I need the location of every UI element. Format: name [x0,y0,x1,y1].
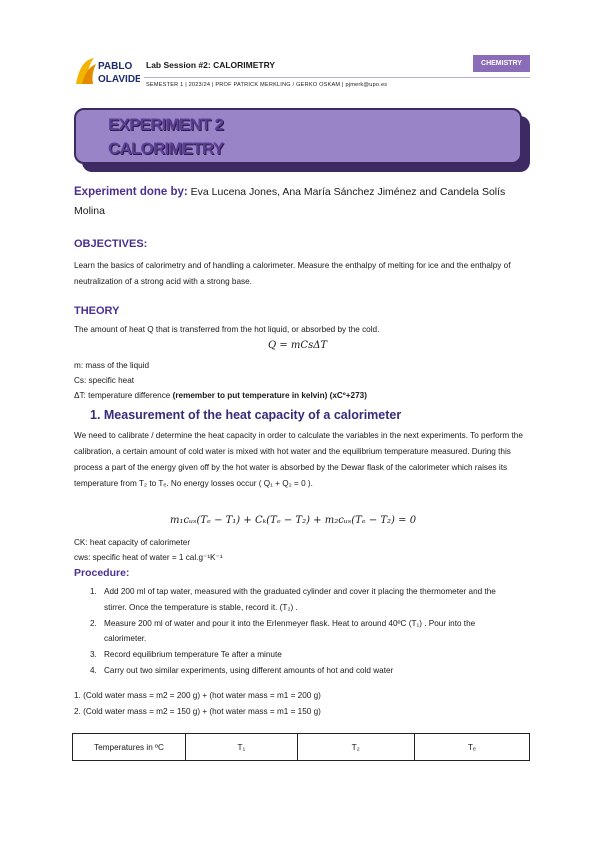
def-dt-text: ΔT: temperature difference [74,391,171,400]
experiment-1-masses: 1. (Cold water mass = m2 = 200 g) + (hot water mass = m1 = 200 g) [74,691,321,700]
table-header-cell: Temperatures in ºC [73,734,186,761]
header-subtitle: SEMESTER 1 | 2023/24 | PROF PATRICK MERKLING / GERKO OSKAM | pjmerk@upo.es [146,82,388,88]
section-1-heading: 1. Measurement of the heat capacity of a calorimeter [90,408,402,422]
def-mass: m: mass of the liquid [74,361,150,370]
calibration-equation: m₁cᵤₛ(Tₑ − T₁) + Cₖ(Tₑ − T₂) + m₂cᵤₛ(Tₑ − T₂) = 0 [170,515,417,526]
temperatures-table [72,733,530,761]
objectives-text: Learn the basics of calorimetry and of handling a calorimeter. Measure the enthalpy of melting for ice and the enthalpy of neutralization of a strong acid with a strong base. [74,261,511,286]
objectives-heading: OBJECTIVES: [74,238,148,250]
procedure-step [74,616,514,647]
step-number: 3. [90,650,97,659]
procedure-steps [74,584,514,679]
step-text: Add 200 ml of tap water, measured with the graduated cylinder and cover it placing the thermometer and the stirrer. Once the temperature is stable, record it. (T₂) . [104,587,496,612]
experiment-2-masses: 2. (Cold water mass = m2 = 150 g) + (hot water mass = m1 = 150 g) [74,707,321,716]
header-divider [144,77,530,78]
step-text: Record equilibrium temperature Te after a minute [104,650,282,659]
done-by-label: Experiment done by: [74,186,188,198]
theory-intro: The amount of heat Q that is transferred from the hot liquid, or absorbed by the cold. [74,325,380,334]
step-number: 4. [90,666,97,675]
def-calorimeter-capacity: CK: heat capacity of calorimeter [74,538,191,547]
step-text: Carry out two similar experiments, using different amounts of hot and cold water [104,666,394,675]
def-temperature-difference [74,388,530,404]
table-header-cell: T₁ [186,734,298,761]
def-dt-note: (remember to put temperature in kelvin) (xCº+273) [172,391,367,400]
table-header-cell: Tₑ [414,734,529,761]
def-specific-heat: Cs: specific heat [74,376,135,385]
procedure-heading: Procedure: [74,567,130,579]
table-header-cell: T₂ [297,734,414,761]
step-number: 2. [90,618,97,628]
banner-line-2: CALORIMETRY [108,139,224,158]
svg-text:PABLO: PABLO [98,61,133,72]
procedure-step [74,584,514,615]
procedure-step [74,663,514,679]
subject-badge: CHEMISTRY [473,55,530,72]
step-text: Measure 200 ml of water and pour it into the Erlenmeyer flask. Heat to around 40ºC (T₁) . Pour into the calorimeter. [104,618,476,643]
heat-equation: Q = mCsΔT [268,340,328,351]
done-by-names: Eva Lucena Jones, Ana María Sánchez Jiménez and Candela Solís Molina [74,186,506,217]
table-row [73,734,530,761]
header-title: Lab Session #2: CALORIMETRY [146,60,276,70]
section-1-paragraph: We need to calibrate / determine the heat capacity in order to calculate the variables in the next experiments. To perform the calibration, a certain amount of cold water is mixed with hot water and the equilibrium temperature measured. During this process a part of the energy given off by the hot water is absorbed by the Dewar flask of the calorimeter which raises its temperature from T₂ to Tₑ. No energy losses occur ( Q₁ + Q₂ = 0 ). [74,431,523,488]
done-by [74,183,534,221]
banner-line-1: EXPERIMENT 2 [108,115,224,134]
theory-heading: THEORY [74,305,120,317]
def-water-specific-heat: cws: specific heat of water = 1 cal.g⁻¹K⁻¹ [74,553,223,562]
procedure-step [74,647,514,663]
svg-text:OLAVIDE: OLAVIDE [98,74,140,85]
university-logo [74,54,140,88]
step-number: 1. [90,587,97,596]
